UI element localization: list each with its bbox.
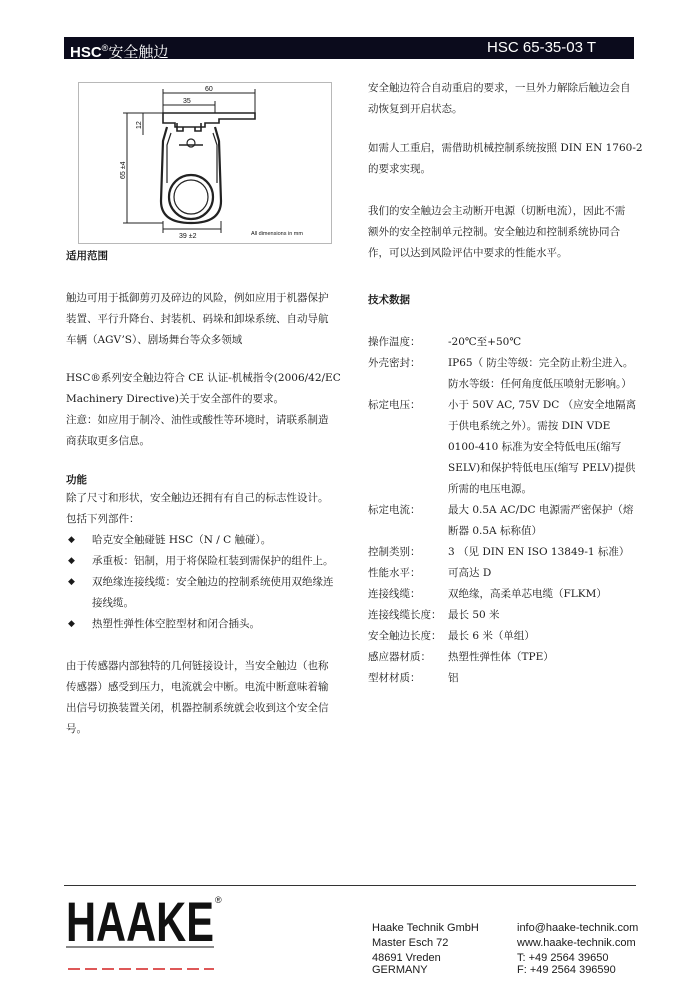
text-line: 触边可用于抵御剪刃及碎边的风险，例如应用于机器保护 [66,292,329,304]
spec-row: 标定电流： 最大 0.5A AC/DC 电源需严密保护（熔 断器 0.5A 标称值） [368,504,634,537]
spec-row: 性能水平： 可高达 D [368,567,492,579]
text-line: 包括下列部件： [66,513,140,525]
text-line: 的要求实现。 [368,163,431,175]
spec-row: 外壳密封： IP65（ 防尘等级：完全防止粉尘进入。 防水等级：任何角度低压喷射无影响。） [368,357,634,390]
page-title [70,38,168,63]
text-line: 除了尺寸和形状，安全触边还拥有有自己的标志性设计。 [66,492,329,504]
text-line: 我们的安全触边会主动断开电源（切断电流），因此不需 [368,205,626,217]
spec-row: 感应器材质： 热塑性弹性体（TPE） [368,651,554,663]
spec-row: 连接线缆长度： 最长 50 米 [368,609,500,621]
text-line: 商获取更多信息。 [66,435,150,447]
text-line: Machinery Directive)关于安全部件的要求。 [66,393,284,405]
diamond-bullet-icon: ◆ [68,556,75,566]
component-list [68,530,334,635]
function-intro-text [66,488,329,530]
text-line: 传感器）感受到压力，电流就会中断。电流中断意味着输 [66,681,329,693]
text-line: 如需人工重启，需借助机械控制系统按照 DIN EN 1760-2 [368,142,643,154]
profile-drawing [79,83,331,243]
logo-text: HAAKE [66,893,214,953]
spec-row: 型材材质： 铝 [368,672,459,684]
text-line: 动恢复到开启状态。 [368,103,463,115]
contact-info [517,922,638,976]
fax: F: +49 2564 396590 [517,964,616,976]
section-heading-technical-data: 技术数据 [368,294,410,306]
dim-width-bottom: 39 ±2 [179,233,197,240]
list-item: ◆ 双绝缘连接线缆：安全触边的控制系统使用双绝缘连 接线缆。 [68,572,334,614]
web-link[interactable]: www.haake-technik.com [517,937,636,949]
company-name: Haake Technik GmbH [372,922,479,934]
city: 48691 Vreden [372,952,441,964]
spec-row: 安全触边长度： 最长 6 米（单组） [368,630,535,642]
header-bar [64,37,634,59]
dimension-note: All dimensions in mm [251,231,303,237]
text-line: 出信号切换装置关闭，机器控制系统就会收到这个安全信 [66,702,329,714]
section-heading-applications: 适用范围 [66,250,108,262]
text-line: 注意：如应用于制冷、油性或酸性等环境时，请联系制造 [66,414,329,426]
text-line: 号。 [66,723,87,735]
text-line: 作，可以达到风险评估中要求的性能水平。 [368,247,568,259]
text-line: 车辆（AGV’S）、剧场舞台等众多领域 [66,334,243,346]
text-line: 装置、平行升降台、封装机、码垛和卸垛系统、自动导航 [66,313,329,325]
operation-text [66,656,329,740]
title-text: 安全触边 [108,44,169,61]
registered-mark: ® [101,43,109,53]
country: GERMANY [372,964,428,976]
text-line: 由于传感器内部独特的几何链接设计，当安全触边（也称 [66,660,329,672]
brand-name: HSC [70,44,102,61]
spec-table [368,332,643,689]
haake-logo [66,893,226,975]
manual-restart-text [368,138,643,180]
text-line: HSC®系列安全触边符合 CE 认证-机械指令(2006/42/EC [66,372,341,384]
diamond-bullet-icon: ◆ [68,577,75,587]
spec-row: 控制类别： 3 （见 DIN EN ISO 13849-1 标准） [368,546,630,558]
spec-row: 连接线缆： 双绝缘，高柔单芯电缆（FLKM） [368,588,607,600]
telephone: T: +49 2564 39650 [517,952,609,964]
dim-height-top: 12 [136,121,143,129]
auto-restart-text [368,78,631,120]
list-item: ◆ 热塑性弹性体空腔型材和闭合插头。 [68,614,334,635]
section-heading-function: 功能 [66,474,87,486]
safety-control-text [368,201,625,264]
applications-text [66,288,329,351]
footer-divider [64,885,636,886]
diamond-bullet-icon: ◆ [68,619,75,629]
company-address [372,922,479,976]
dim-width-total: 60 [205,86,213,93]
list-item: ◆ 承重板：铝制，用于将保险杠装到需保护的组件上。 [68,551,334,572]
diamond-bullet-icon: ◆ [68,535,75,545]
logo-registered-mark: ® [215,895,222,905]
haake-logo-mark [66,893,226,975]
email-link[interactable]: info@haake-technik.com [517,922,639,934]
ce-compliance-text [66,368,341,452]
spec-row: 操作温度： -20℃至+50℃ [368,336,522,348]
spec-row: 标定电压： 小于 50V AC, 75V DC （应安全地隔离 于供电系统之外）。需按 DIN VDE 0100-410 标准为安全特低电压(缩写 SELV)和保护特低电压(缩写 PELV)提供 所需的电压电源。 [368,399,637,495]
dim-height-total: 65 ±4 [120,161,127,179]
text-line: 额外的安全控制单元控制。安全触边和控制系统协同合 [368,226,620,238]
list-item: ◆ 哈克安全触碰链 HSC（N / C 触碰）。 [68,530,334,551]
dim-width-top: 35 [183,98,191,105]
street: Master Esch 72 [372,937,449,949]
technical-drawing [78,82,332,244]
product-code: HSC 65-35-03 T [487,39,596,56]
text-line: 安全触边符合自动重启的要求，一旦外力解除后触边会自 [368,82,631,94]
